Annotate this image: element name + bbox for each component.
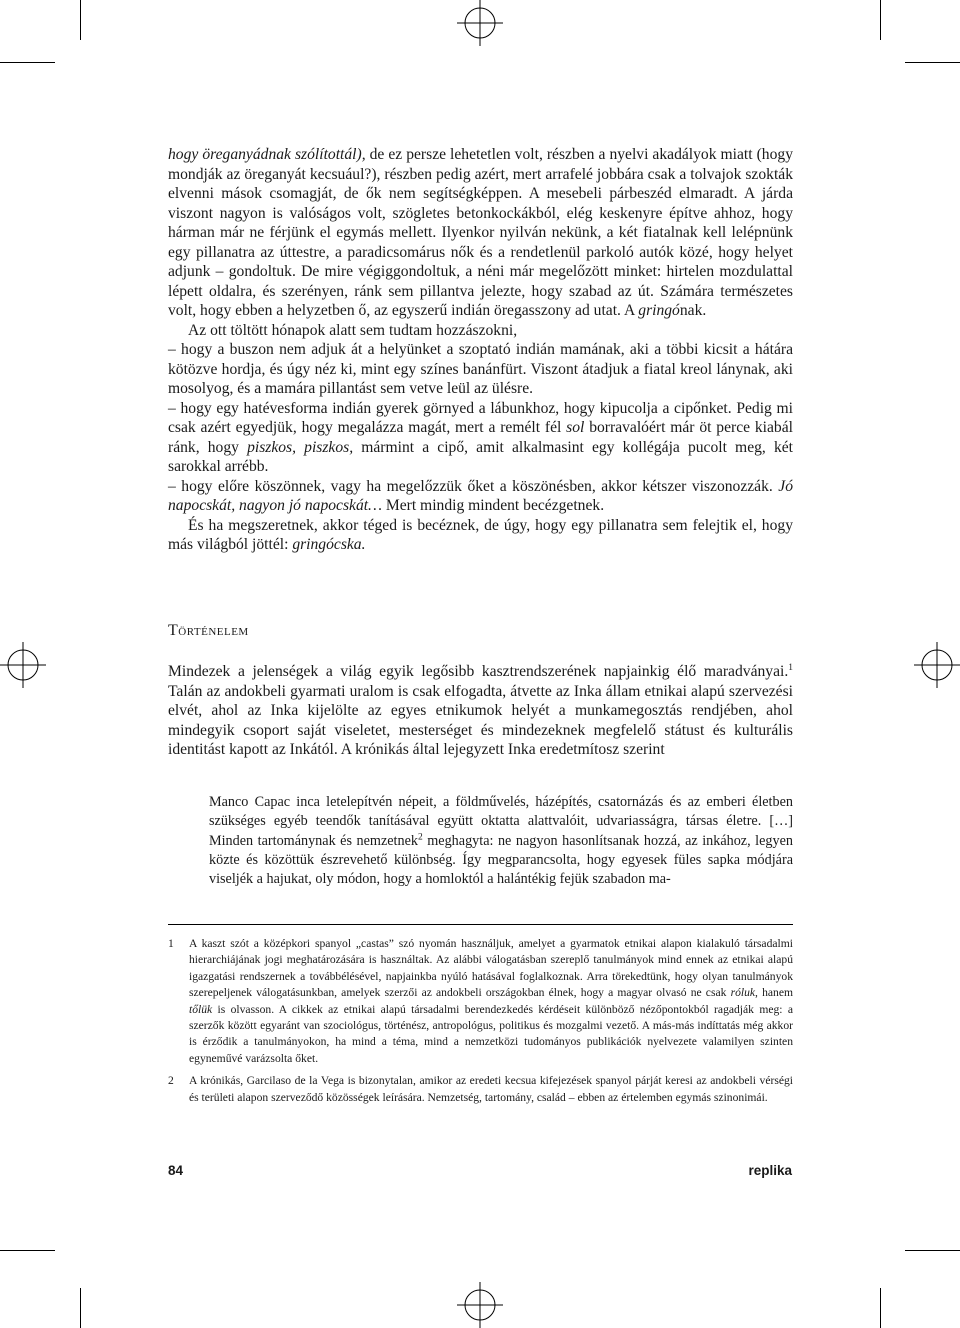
page-number: 84	[168, 1163, 184, 1178]
section-text	[168, 662, 793, 760]
paragraph: És ha megszeretnek, akkor téged is becéznek, de úgy, hogy egy pillanatra sem felejtik el, hogy más világból jöttél: gringócska.	[168, 516, 793, 553]
footnote-text: A krónikás, Garcilaso de la Vega is bizonytalan, amikor az eredeti kecsua kifejezések spanyol párját keresi az andokbeli vérségi és területi alapon szerveződő közösségek leírására. Nemzetség, tartomány, család – ebben az értelemben egymás szinonimái.	[189, 1074, 793, 1104]
paragraph: hogy öreganyádnak szólítottál), de ez persze lehetetlen volt, részben a nyelvi akadályok miatt (hogy mondják az öreganyát kecsuául?), részben pedig azért, mert arrafelé jobbára csak a tolvajok szokták elvenni mások csomagját, de ők nem segítségképpen. A mesebeli párbeszéd elmaradt. A járda viszont nagyon is valóságos volt, szögletes betonkockákból, elég keskenyre építve ahhoz, hogy hárman már ne férjünk el egymás mellett. Ilyenkor nyilván nekünk, a két fiatalnak kell lelépnünk egy pillanatra az úttestre, a paradicsomárus nők és a rendetlenül parkoló autók közé, hogy helyet adjunk – gondoltuk. De mire végiggondoltuk, a néni már megelőzött minket: hirtelen mozdulattal lépett oldalra, és szerényen, ránk sem pillantva jelezte, hogy szabad az út. Számára természetes volt, hogy ebben a helyzetben ő, az egyszerű indián öregasszony ad utat. A gringónak.	[168, 146, 793, 319]
crop-mark	[880, 1288, 881, 1328]
paragraph: Az ott töltött hónapok alatt sem tudtam hozzászokni,	[188, 321, 518, 339]
footnote-number: 2	[168, 1074, 174, 1088]
registration-mark-bottom	[457, 1282, 503, 1328]
footnote-1	[168, 936, 793, 1067]
list-item: – hogy előre köszönnek, vagy ha megelőzzük őket a köszönésben, akkor kétszer viszonozzák. Jó napocskát, nagyon jó napocskát… Mert mindig mindent becézgetnek.	[168, 477, 793, 514]
journal-name: replika	[748, 1163, 792, 1178]
list-item: – hogy a buszon nem adjuk át a helyünket a szoptató indián mamának, aki a többi kicsit a hátára kötözve hordja, és úgy néz ki, mint egy színes banánfürt. Viszont átadjuk a fiatal kreol lánynak, aki mosolyog, és a mamára pillantást sem vetve leül az ülésre.	[168, 341, 793, 397]
paragraph: Mindezek a jelenségek a világ egyik legősibb kasztrendszerének napjainkig élő maradványai.$^1$ Talán az andokbeli gyarmati uralom is csak elfogadta, átvette az Inka állam etnikai alapú szervezési elvét, ahol az Inka kijelölte az egyes etnikumok helyét a munkamegosztás rendjében, ahol mindegyik csoport saját viseletet, mesterséget és mindezeknek megfelelő státust és kulturális identitást kapott az Inkától. A krónikás által lejegyzett Inka eredetmítosz szerint	[168, 662, 793, 758]
registration-mark-right	[914, 642, 960, 688]
crop-mark	[0, 1250, 55, 1251]
crop-mark	[80, 0, 81, 40]
footnote-text: A kaszt szót a középkori spanyol „castas” szó nyomán használjuk, amelyet a gyarmatok etnikai alapon kialakuló társadalmi hierarchiájának jogi meghatározására is használtak. Az alábbi válogatásban szereplő tanulmányok mind ennek az etnikai alapú igazgatási rendszernek a továbbélésével, napjainkba nyúló hatásával foglalkoznak. Arra törekedtünk, hogy olyan tanulmányok szerepeljenek válogatásunkban, amelyek szerzői az andokbeli országokban élnek, hogy a magyar olvasó ne csak róluk, hanem tőlük is olvasson. A cikkek az etnikai alapú társadalmi berendezkedés kérdéseit különböző nézőpontokból ragadják meg: a szerzők között egyaránt van szociológus, történész, antropológus, politikus és mozgalmi vezető. A más-más indíttatás még akkor is érződik a tanulmányokon, ha mind a téma, mind a nemzetközi tudományos publikációk nyelvezete valamilyen szinten egyneművé varázsolta őket.	[189, 937, 793, 1065]
crop-mark	[905, 62, 960, 63]
footnote-2	[168, 1073, 793, 1106]
crop-mark	[0, 62, 55, 63]
section-heading: Történelem	[168, 622, 249, 639]
list-item: – hogy egy hatévesforma indián gyerek görnyed a lábunkhoz, hogy kipucolja a cipőnket. Pedig mi csak azért egyedjük, hogy megalázza magát, mert a remélt fél sol borravalóért már öt perce kiabál ránk, hogy piszkos, piszkos, mármint a cipő, amit alkalmasint egy kollégája pucolt meg, két sarokkal arrébb.	[168, 399, 793, 475]
registration-mark-top	[457, 0, 503, 46]
crop-mark	[80, 1288, 81, 1328]
registration-mark-left	[0, 642, 46, 688]
body-text	[168, 145, 793, 555]
footnotes	[168, 936, 793, 1112]
block-quote: Manco Capac inca letelepítvén népeit, a földművelés, házépítés, csatornázás és az emberi életben szükséges egyéb teendők tanításával együtt oktatta alattvalóit, udvariasságra, társas életre. […] Minden tartománynak és nemzetnek$^2$ meghagyta: ne nagyon hasonlítsanak hozzá, az inkához, legyen közte és közöttük észrevehető különbség. Így megparancsolta, hogy egyesek füles sapka módjára viseljék a hajukat, oly módon, hogy a homloktól a halántékig fejük szabadon ma-	[209, 794, 793, 888]
italic-phrase: hogy öreganyádnak szólítottál),	[168, 146, 366, 163]
footnote-divider	[168, 924, 793, 925]
footnote-ref[interactable]: 1	[788, 662, 793, 673]
crop-mark	[905, 1250, 960, 1251]
footnote-ref[interactable]: 2	[417, 831, 423, 842]
footnote-number: 1	[168, 937, 174, 950]
crop-mark	[880, 0, 881, 40]
